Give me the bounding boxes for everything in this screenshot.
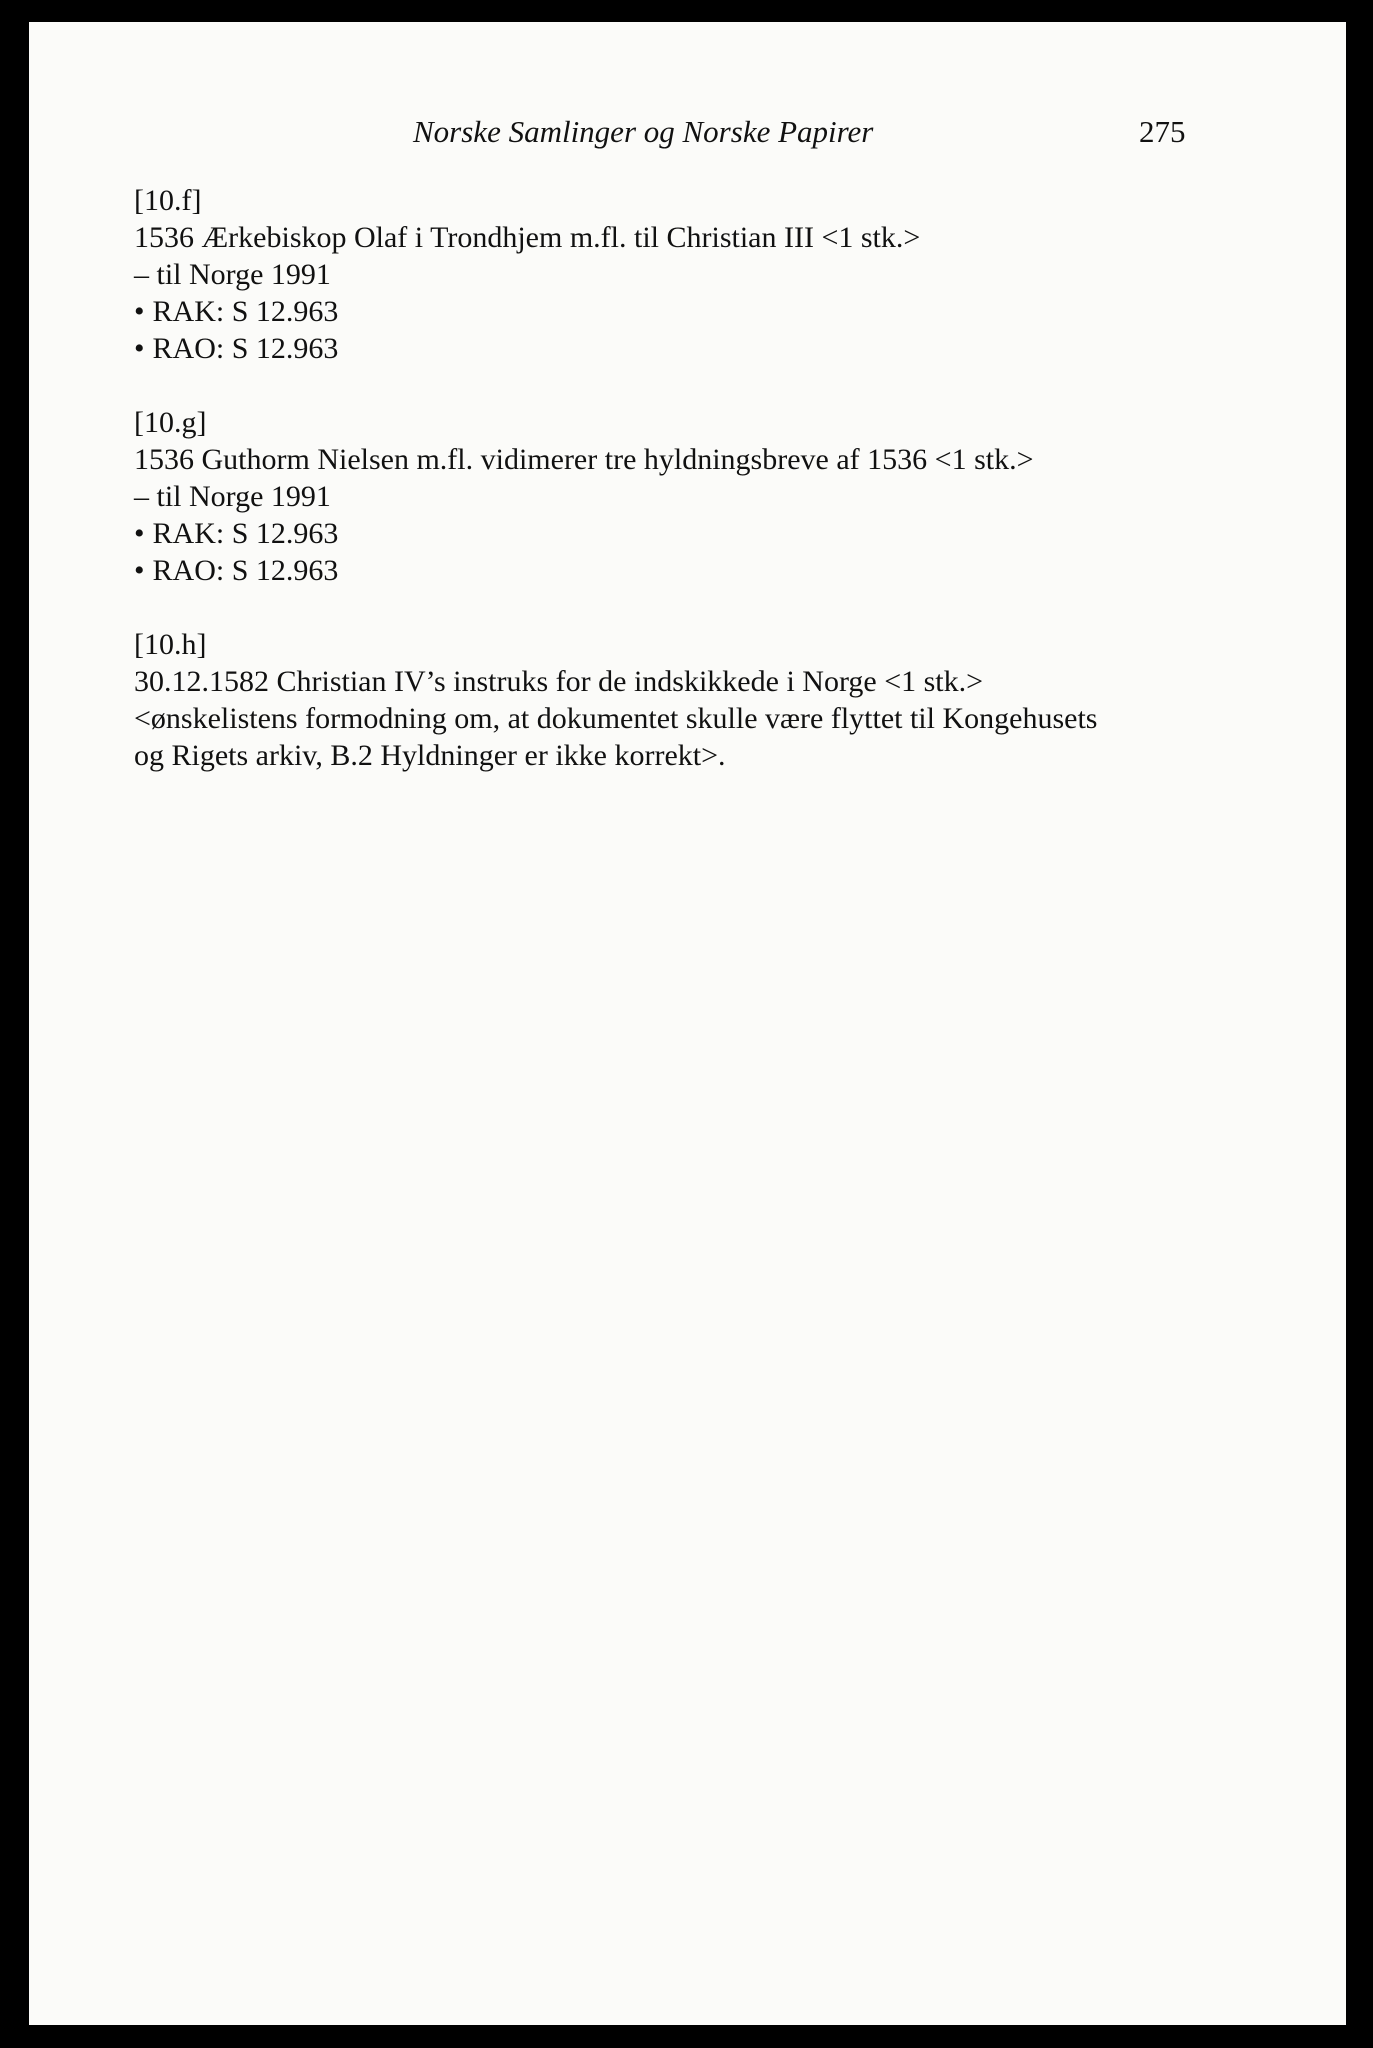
entry-note: <ønskelistens formodning om, at dokumentet skulle være flyttet til Kongehusets: [134, 702, 1098, 735]
document-page: [29, 22, 1346, 2025]
page-number: 275: [1139, 114, 1186, 149]
bullet-icon: •: [134, 332, 145, 365]
entry-reference: [134, 515, 1234, 552]
entry-reference: [134, 330, 1234, 367]
bullet-icon: •: [134, 517, 145, 550]
entry-id: [10.f]: [134, 184, 202, 217]
entry-id: [10.h]: [134, 628, 207, 661]
entry-10h: [134, 626, 1234, 774]
entry-10g: [134, 404, 1234, 589]
entry-id: [10.g]: [134, 406, 207, 439]
bullet-icon: •: [134, 295, 145, 328]
entry-reference: [134, 552, 1234, 589]
entry-reference: [134, 293, 1234, 330]
reference-text: RAO: S 12.963: [152, 332, 339, 365]
running-title: Norske Samlinger og Norske Papirer: [413, 114, 874, 149]
entry-transfer: – til Norge 1991: [134, 258, 331, 291]
reference-text: RAO: S 12.963: [152, 554, 339, 587]
entry-10f: [134, 182, 1234, 367]
reference-text: RAK: S 12.963: [152, 517, 339, 550]
entry-description: 1536 Guthorm Nielsen m.fl. vidimerer tre hyldningsbreve af 1536 <1 stk.>: [134, 443, 1034, 476]
reference-text: RAK: S 12.963: [152, 295, 339, 328]
entry-note: og Rigets arkiv, B.2 Hyldninger er ikke korrekt>.: [134, 739, 726, 772]
entry-description: 1536 Ærkebiskop Olaf i Trondhjem m.fl. til Christian III <1 stk.>: [134, 221, 921, 254]
entry-list: [134, 182, 1234, 811]
bullet-icon: •: [134, 554, 145, 587]
entry-description: 30.12.1582 Christian IV’s instruks for de indskikkede i Norge <1 stk.>: [134, 665, 984, 698]
entry-transfer: – til Norge 1991: [134, 480, 331, 513]
